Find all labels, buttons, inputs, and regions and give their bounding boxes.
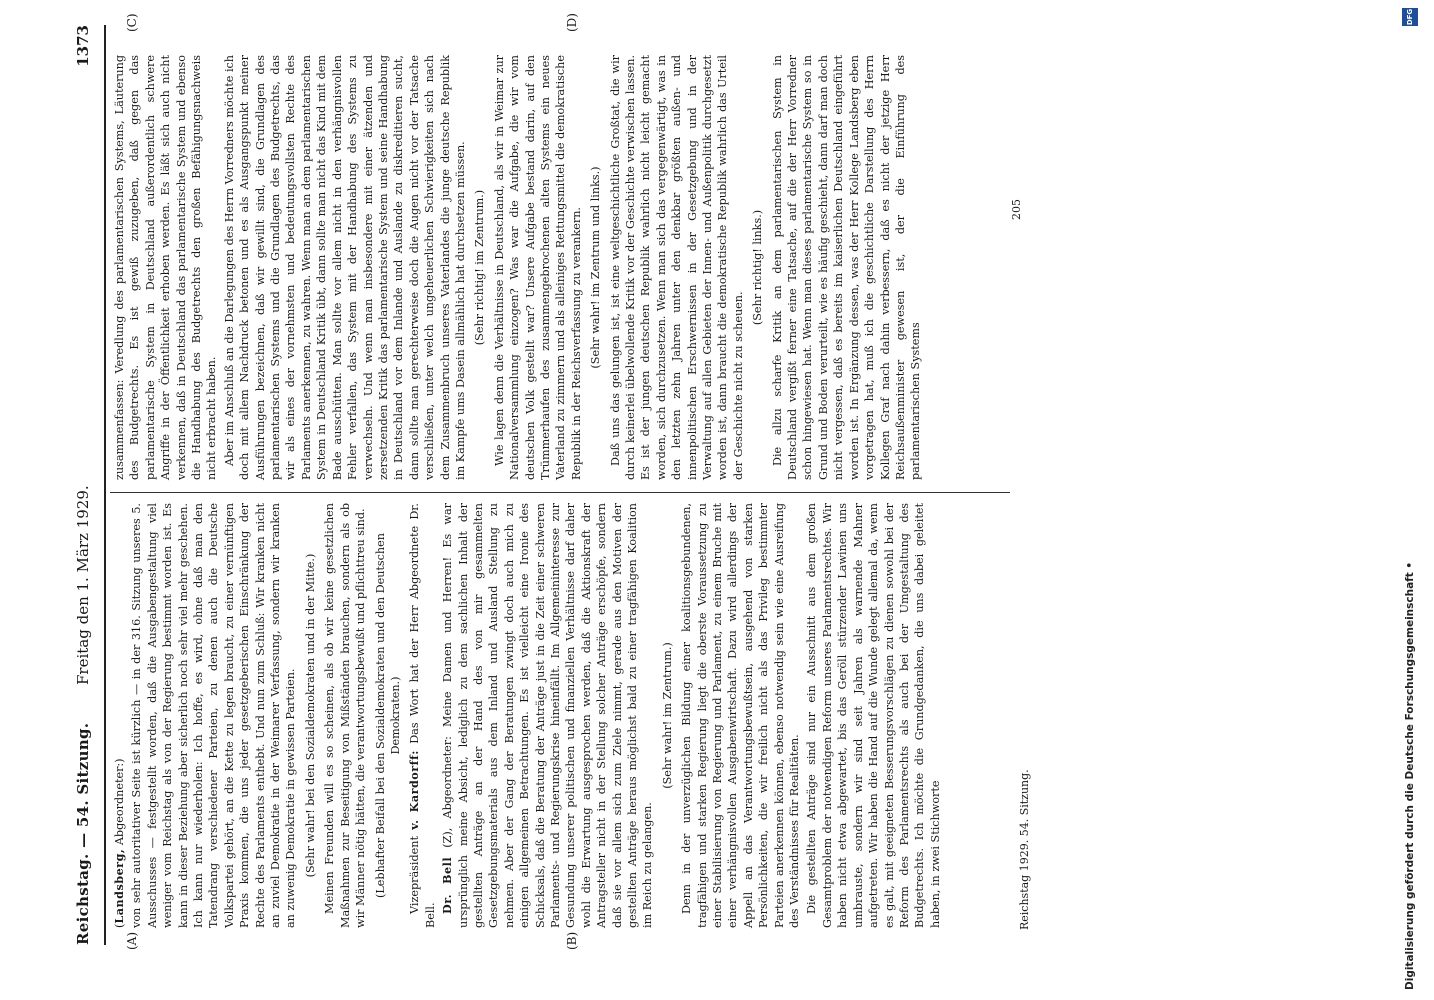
interjection: (Lebhafter Beifall bei den Sozialdemokraten und den Deutschen Demokraten.) <box>373 533 402 898</box>
speaker-name: Landsberg, <box>112 848 126 924</box>
paragraph: von sehr autoritativer Seite ist kürzlich — in der 316. Sitzung unseres 5. Ausschusses — festgestellt worden, daß die Ausgabengestaltung viel weniger vom Reichstag als von der Regierung bestimmt worden ist. Es kann in dieser Beziehung aber sicherlich noch sehr viel mehr geschehen. Ich kann nur wiederholen: Ich hoffe, es wird, ohne daß man den Tatendrang verschiedener Parteien, zu denen auch die Deutsche Volkspartei gehört, an die Kette zu legen braucht, zu einer vernünftigen Praxis kommen, die uns jeder gesetzgeberischen Einschränkung der Rechte des Parlaments enthebt. Und nun zum Schluß: Wir kranken nicht an zuviel Demokratie in der Weimarer Verfassung, sondern wir kranken an zuwenig Demokratie in gewissen Parteien. <box>130 503 298 928</box>
paragraph <box>407 503 438 928</box>
paragraph: Meinen Freunden will es so scheinen, als ob wir keine gesetzlichen Maßnahmen zur Beseitigung von Mißständen brauchen, sondern als ob wir Männer nötig hätten, die verantwortungsbewußt und pflichttreu sind. <box>323 503 368 928</box>
margin-mark-c: (C) <box>125 13 139 32</box>
right-column <box>112 55 926 480</box>
interjection: (Sehr richtig! links.) <box>751 209 765 326</box>
paragraph: Wie lagen denn die Verhältnisse in Deutschland, als wir in Weimar zur Nationalversammlung einzogen? Was war die Aufgabe, die wir vom deutschen Volk gestellt war? Unsere Aufgabe bestand darin, auf den Trümmerhaufen des zusammengebrochenen alten Systems ein neues Vaterland zu zimmern und als alleiniges Rettungsmittel die demokratische Republik in der Reichsverfassung zu verankern. <box>492 55 583 480</box>
header-left: Reichstag. — 54. Sitzung. <box>74 722 92 945</box>
dfg-logo-icon: DFG <box>1402 8 1418 26</box>
dfg-credit-bar <box>1400 0 1422 1000</box>
interjection: (Sehr wahr! bei den Sozialdemokraten und in der Mitte.) <box>303 553 317 878</box>
speaker-name: v. Kardorff: <box>407 750 422 830</box>
page-footer: Reichstag 1929. 54. Sitzung. <box>1018 769 1031 930</box>
paragraph: zusammenfassen: Veredlung des parlamentarischen Systems, Läuterung des Budgetrechts. Es ist gewiß zuzugeben, daß gegen das parlamentarische System in Deutschland außerordentlich schwere Angriffe in der Öffentlichkeit erhoben werden. Es läßt sich auch nicht verkennen, daß in Deutschland das parlamentarische System und ebenso die Handhabung des Budgetrechts den großen Befähigungsnachweis nicht erbracht haben. <box>113 55 219 480</box>
paragraph: Aber im Anschluß an die Darlegungen des Herrn Vorredners möchte ich doch mit allem Nachdruck betonen und es als Ausgangspunkt meiner Ausführungen bezeichnen, daß wir gewillt sind, die Grundlagen des parlamentarischen Systems und die Grundlagen des Budgetrechts, das wir als eines der vornehmsten und bedeutungsvollsten Rechte des Parlaments anerkennen, zu wahren. Wenn man an dem parlamentarischen System in Deutschland Kritik übt, dann sollte man nicht das Kind mit dem Bade ausschütten. Man sollte vor allem nicht in den verhängnisvollen Fehler verfallen, das System mit der Handhabung des Systems zu verwechseln. Und wenn man insbesondere mit einer ätzenden und zersetzenden Kritik das parlamentarische System und seine Handhabung in Deutschland vor dem Inlande und Auslande zu diskreditieren sucht, dann sollte man gerechterweise doch die Augen nicht vor der Tatsache verschließen, unter welch ungeheuerlichen Schwierigkeiten sich nach dem Zusammenbruch unseres Vaterlandes die junge deutsche Republik im Kampfe ums Dasein allmählich hat durchsetzen müssen. <box>222 55 467 480</box>
paragraph: (Landsberg, Abgeordneter:) <box>112 758 126 928</box>
paragraph: Daß uns das gelungen ist, ist eine weltgeschichtliche Großtat, die wir durch keinerlei übelwollende Kritik vor der Geschichte verwischen lassen. Es ist der jungen deutschen Republik wahrlich nicht leicht gemacht worden, sich durchzusetzen. Wenn man sich das vergegenwärtigt, was in den letzten zehn Jahren unter den denkbar größten außen- und innenpolitischen Erschwernissen in der Gesetzgebung und in der Verwaltung auf allen Gebieten der Innen- und Außenpolitik durchgesetzt worden ist, dann braucht die demokratische Republik wahrlich das Urteil der Geschichte nicht zu scheuen. <box>608 55 745 480</box>
interjection: (Sehr wahr! im Zentrum und links.) <box>589 166 603 369</box>
speaker-name: Dr. Bell <box>440 856 455 914</box>
dfg-credit-text: Digitalisierung gefördert durch die Deutsche Forschungsgemeinschaft • <box>1404 561 1416 990</box>
sheet-signature: 205 <box>1010 199 1023 220</box>
margin-mark-b: (B) <box>565 931 579 950</box>
page-number: 1373 <box>74 25 92 67</box>
interjection: (Sehr richtig! im Zentrum.) <box>473 189 487 346</box>
interjection: (Sehr wahr! im Zentrum.) <box>660 642 674 789</box>
header-date: Freitag den 1. März 1929. <box>74 485 92 685</box>
paragraph <box>440 503 656 928</box>
margin-mark-a: (A) <box>125 931 139 950</box>
paragraph: Denn in der unverzüglichen Bildung einer koalitionsgebundenen, tragfähigen und starken Regierung liegt die oberste Voraussetzung zu einer Stabilisierung von Regierung und Parlament, zu einem Bruche mit einer verhängnisvollen Ausgabenwirtschaft. Dazu wird allerdings der Appell an das Verantwortungsbewußtsein, ausgehend von starken Persönlichkeiten, die wir freilich nicht als das Privileg bestimmter Parteien anerkennen können, ebenso notwendig sein wie eine Ausreifung des Verständnisses für Realitäten. <box>680 503 802 928</box>
paragraph-text: Das Wort hat der Herr Abgeordnete Dr. Bell. <box>408 503 437 928</box>
paragraph-text: (Z), Abgeordneter: Meine Damen und Herren! Es war ursprünglich meine Absicht, lediglich zu dem sachlichen Inhalt der gestellten Anträge an der Hand des von mir gesammelten Gesetzgebungsmaterials aus dem Inland und Ausland Stellung zu nehmen. Aber der Gang der Beratungen zwingt doch auch mich zu einigen allgemeinen Betrachtungen. Es ist vielleicht eine Ironie des Schicksals, daß die Beratung der Anträge just in die Zeit einer schweren Parlaments- und Regierungskrise hineinfällt. Im Allgemeininteresse zur Gesundung unserer politischen und finanziellen Verhältnisse darf daher wohl die Erwartung ausgesprochen werden, daß die Aktionskraft der Antragsteller nicht in der Stellung solcher Anträge erschöpfe, sondern daß sie vor allem sich zum Ziele nimmt, gerade aus den Motiven der gestellten Anträge heraus möglichst bald zu einer tragfähigen Koalition im Reich zu gelangen. <box>441 502 655 928</box>
margin-mark-d: (D) <box>565 13 579 32</box>
speaker-role: Abgeordneter:) <box>113 758 126 849</box>
paragraph: Die allzu scharfe Kritik an dem parlamentarischen System in Deutschland vergißt ferner eine Tatsache, auf die der Herr Vorredner schon hingewiesen hat. Wenn man dieses parlamentarische System so in Grund und Boden verurteilt, wie es häufig geschieht, dann darf man doch nicht vergessen, daß es bereits im kaiserlichen Deutschland eingeführt worden ist. In Ergänzung dessen, was der Herr Kollege Landsberg eben vorgetragen hat, muß ich die geschichtliche Darstellung des Herrn Kollegen Graf nach dahin verbessern, daß es nicht der jetzige Herr Reichsaußenminister gewesen ist, der die Einführung des parlamentarischen Systems <box>770 55 923 480</box>
running-header <box>66 25 106 945</box>
left-column <box>112 503 945 928</box>
column-divider <box>110 492 1010 493</box>
paragraph: Die gestellten Anträge sind nur ein Ausschnitt aus dem großen Gesamtproblem der notwendigen Reform unseres Parlamentsrechtes. Wir haben nicht etwa abgewartet, bis das Geröll stürzender Lawinen uns umbrauste, sondern wir sind seit Jahren als warnende Mahner aufgetreten. Wir haben die Hand auf die Wunde gelegt allemal da, wenn es galt, mit geeigneten Besserungsvorschlägen zu dienen sowohl bei der Reform des Parlamentsrechts als auch bei der Umgestaltung des Budgetrechts. Ich möchte die Grundgedanken, die uns dabei geleitet haben, in zwei Stichworte <box>805 503 942 928</box>
speaker-role: Vizepräsident <box>408 829 422 914</box>
